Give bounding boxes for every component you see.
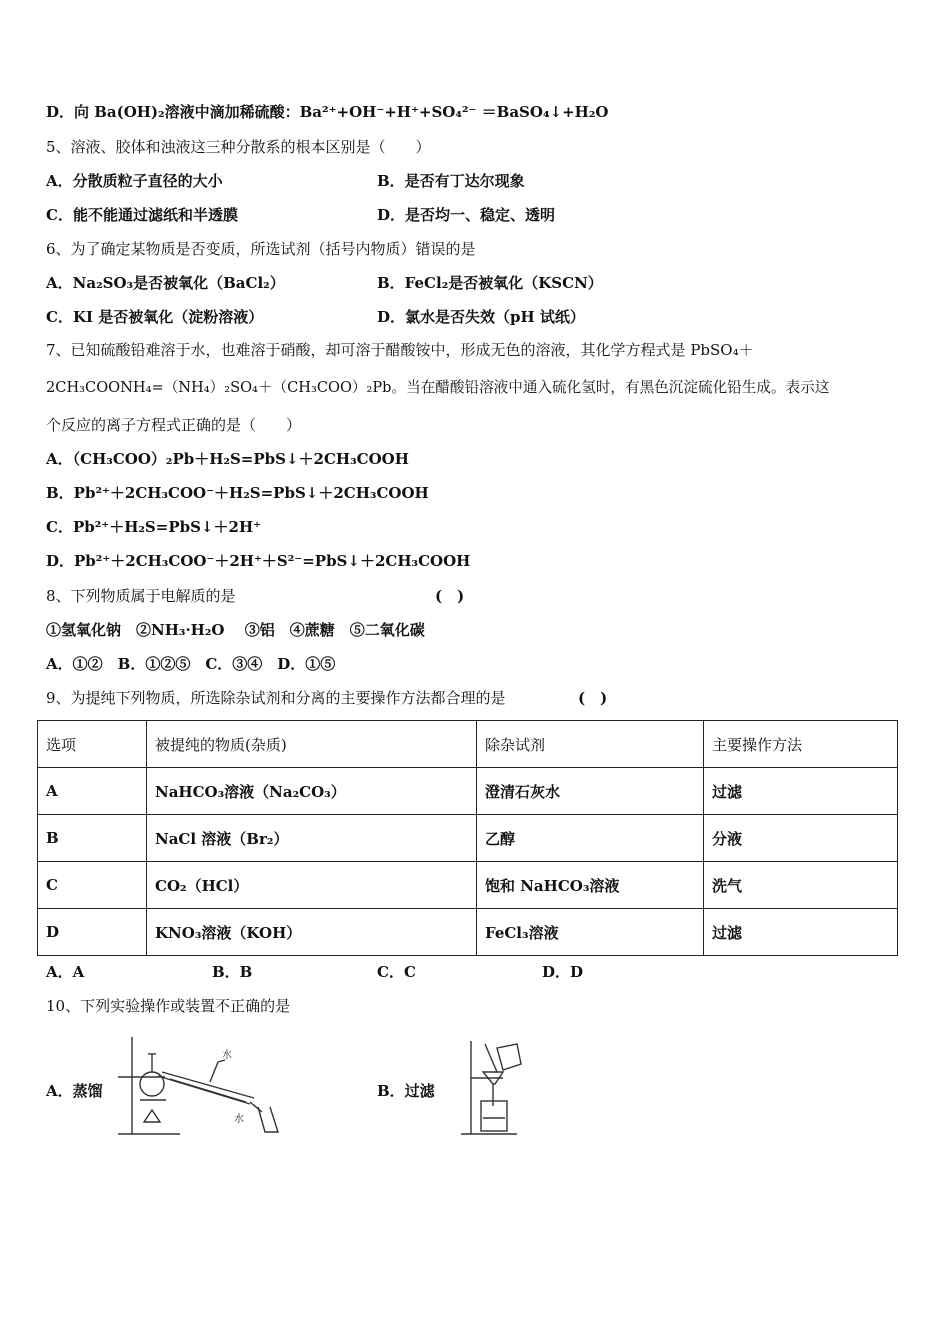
table-cell: C — [38, 862, 147, 909]
table-cell: NaCl 溶液（Br₂） — [147, 815, 477, 862]
filtration-apparatus-figure — [455, 1036, 530, 1138]
q9-option-b: B．B — [212, 963, 253, 981]
table-header: 除杂试剂 — [477, 721, 704, 768]
table-row — [38, 815, 898, 862]
table-header: 被提纯的物质(杂质) — [147, 721, 477, 768]
table-row — [38, 768, 898, 815]
q5-option-a: A．分散质粒子直径的大小 — [46, 172, 223, 190]
q9-option-d: D．D — [542, 963, 584, 981]
q8-options: A．①② B．①②⑤ C．③④ D．①⑤ — [46, 655, 336, 673]
table-cell: 分液 — [704, 815, 898, 862]
q6-option-d: D．氯水是否失效（pH 试纸） — [377, 308, 585, 326]
table-header: 主要操作方法 — [704, 721, 898, 768]
q9-table — [37, 720, 898, 956]
q7-option-a: A．（CH₃COO）₂Pb＋H₂S=PbS↓＋2CH₃COOH — [46, 450, 409, 468]
q5-stem: 5、溶液、胶体和浊液这三种分散系的根本区别是（ ） — [46, 138, 431, 156]
q7-stem-line3: 个反应的离子方程式正确的是（ ） — [46, 416, 302, 434]
table-cell: 过滤 — [704, 909, 898, 956]
table-cell: 洗气 — [704, 862, 898, 909]
q9-stem: 9、为提纯下列物质，所选除杂试剂和分离的主要操作方法都合理的是 — [46, 689, 506, 707]
table-cell: 饱和 NaHCO₃溶液 — [477, 862, 704, 909]
table-cell: 过滤 — [704, 768, 898, 815]
q10-stem: 10、下列实验操作或装置不正确的是 — [46, 997, 291, 1015]
q4-option-d: D．向 Ba(OH)₂溶液中滴加稀硫酸：Ba²⁺+OH⁻+H⁺+SO₄²⁻ ＝BaSO₄↓+H₂O — [46, 103, 609, 121]
q7-stem-line2: 2CH₃COONH₄=（NH₄）₂SO₄＋（CH₃COO）₂Pb。当在醋酸铅溶液中通入硫化氢时，有黑色沉淀硫化铅生成。表示这 — [46, 379, 830, 396]
q6-option-c: C．KI 是否被氧化（淀粉溶液） — [46, 308, 264, 326]
table-row — [38, 862, 898, 909]
water-label: 水 — [234, 1114, 244, 1125]
q6-stem: 6、为了确定某物质是否变质，所选试剂（括号内物质）错误的是 — [46, 240, 476, 258]
water-label: 水 — [222, 1050, 232, 1061]
q8-answer-paren: ( ) — [435, 587, 465, 605]
table-row — [38, 909, 898, 956]
q8-items: ①氢氧化钠 ②NH₃·H₂O ③铝 ④蔗糖 ⑤二氧化碳 — [46, 621, 425, 639]
table-header: 选项 — [38, 721, 147, 768]
table-cell: 乙醇 — [477, 815, 704, 862]
table-header-row — [38, 721, 898, 768]
q9-option-c: C．C — [377, 963, 416, 981]
q5-option-c: C．能不能通过滤纸和半透膜 — [46, 206, 238, 224]
q10-option-b: B．过滤 — [377, 1082, 435, 1100]
q8-stem: 8、下列物质属于电解质的是 — [46, 587, 236, 605]
table-cell: 澄清石灰水 — [477, 768, 704, 815]
q10-option-a: A．蒸馏 — [46, 1082, 103, 1100]
q7-option-b: B．Pb²⁺＋2CH₃COO⁻＋H₂S=PbS↓＋2CH₃COOH — [46, 484, 429, 502]
table-cell: NaHCO₃溶液（Na₂CO₃） — [147, 768, 477, 815]
q9-option-a: A．A — [46, 963, 85, 981]
q7-option-d: D．Pb²⁺＋2CH₃COO⁻＋2H⁺＋S²⁻=PbS↓＋2CH₃COOH — [46, 552, 471, 570]
table-cell: FeCl₃溶液 — [477, 909, 704, 956]
q7-stem-line1: 7、已知硫酸铅难溶于水，也难溶于硝酸，却可溶于醋酸铵中，形成无色的溶液，其化学方程式是 PbSO₄＋ — [46, 341, 754, 359]
q5-option-b: B．是否有丁达尔现象 — [377, 172, 525, 190]
table-cell: B — [38, 815, 147, 862]
q6-option-a: A．Na₂SO₃是否被氧化（BaCl₂） — [46, 274, 285, 292]
q6-option-b: B．FeCl₂是否被氧化（KSCN） — [377, 274, 603, 292]
q5-option-d: D．是否均一、稳定、透明 — [377, 206, 556, 224]
q7-option-c: C．Pb²⁺＋H₂S=PbS↓＋2H⁺ — [46, 518, 262, 536]
table-cell: KNO₃溶液（KOH） — [147, 909, 477, 956]
table-cell: CO₂（HCl） — [147, 862, 477, 909]
q9-answer-paren: ( ) — [578, 689, 608, 707]
table-cell: D — [38, 909, 147, 956]
table-cell: A — [38, 768, 147, 815]
distillation-apparatus-figure — [110, 1032, 285, 1140]
